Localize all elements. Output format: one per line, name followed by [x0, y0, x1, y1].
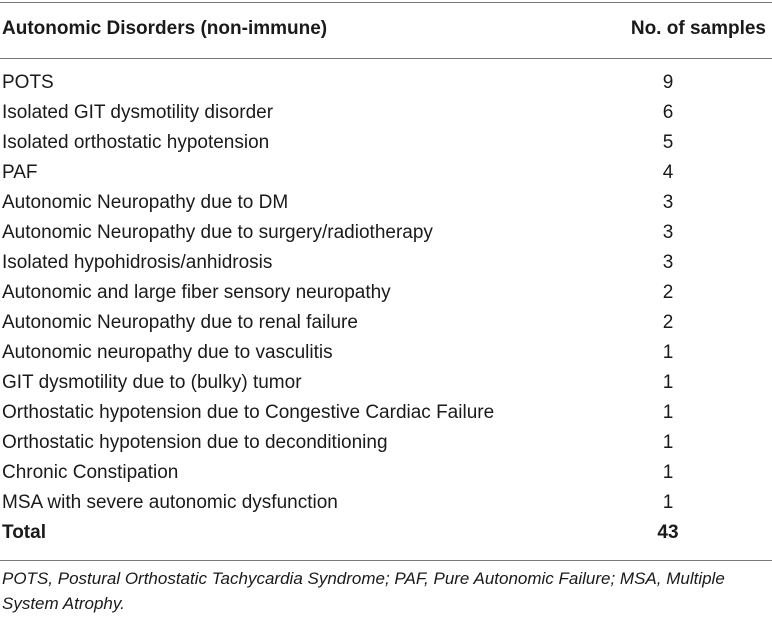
table-row: [0, 428, 772, 458]
row-samples: 1: [662, 432, 674, 453]
row-samples: 5: [662, 132, 674, 153]
table-row: [0, 278, 772, 308]
table-row: [0, 128, 772, 158]
row-samples: 4: [662, 162, 674, 183]
table-row: [0, 458, 772, 488]
row-disorder: Autonomic Neuropathy due to DM: [2, 192, 289, 213]
row-disorder: Autonomic neuropathy due to vasculitis: [2, 342, 333, 363]
table-row: [0, 398, 772, 428]
row-disorder: Chronic Constipation: [2, 462, 179, 483]
bottom-rule: [0, 560, 772, 561]
table-row: [0, 248, 772, 278]
row-disorder: Autonomic Neuropathy due to surgery/radiotherapy: [2, 222, 433, 243]
top-rule: [0, 2, 772, 3]
row-samples: 1: [662, 462, 674, 483]
total-label: Total: [2, 522, 46, 543]
row-disorder: Orthostatic hypotension due to Congestive Cardiac Failure: [2, 402, 495, 423]
total-row: [0, 518, 772, 548]
table-row: [0, 68, 772, 98]
header-samples: No. of samples: [630, 18, 766, 39]
row-samples: 1: [662, 342, 674, 363]
row-samples: 2: [662, 282, 674, 303]
table-row: [0, 308, 772, 338]
row-samples: 1: [662, 402, 674, 423]
row-disorder: Autonomic and large fiber sensory neuropathy: [2, 282, 391, 303]
row-disorder: PAF: [2, 162, 38, 183]
row-disorder: GIT dysmotility due to (bulky) tumor: [2, 372, 302, 393]
row-samples: 2: [662, 312, 674, 333]
row-samples: 1: [662, 372, 674, 393]
table-row: [0, 218, 772, 248]
row-samples: 6: [662, 102, 674, 123]
row-samples: 3: [662, 222, 674, 243]
table-row: [0, 338, 772, 368]
row-samples: 1: [662, 492, 674, 513]
row-disorder: Orthostatic hypotension due to deconditioning: [2, 432, 388, 453]
table-header-row: [0, 14, 772, 44]
header-disorder: Autonomic Disorders (non-immune): [2, 18, 328, 39]
table-row: [0, 368, 772, 398]
row-samples: 9: [662, 72, 674, 93]
row-disorder: POTS: [2, 72, 54, 93]
row-disorder: Isolated orthostatic hypotension: [2, 132, 270, 153]
row-disorder: Isolated GIT dysmotility disorder: [2, 102, 274, 123]
table-footnote: POTS, Postural Orthostatic Tachycardia Syndrome; PAF, Pure Autonomic Failure; MSA, Multiple System Atrophy.: [2, 569, 725, 613]
row-samples: 3: [662, 252, 674, 273]
table-row: [0, 488, 772, 518]
row-disorder: MSA with severe autonomic dysfunction: [2, 492, 338, 513]
header-rule: [0, 58, 772, 59]
table-body: [0, 68, 772, 548]
table-row: [0, 158, 772, 188]
table-row: [0, 188, 772, 218]
row-disorder: Autonomic Neuropathy due to renal failure: [2, 312, 358, 333]
row-samples: 3: [662, 192, 674, 213]
table-row: [0, 98, 772, 128]
total-samples: 43: [657, 522, 679, 543]
row-disorder: Isolated hypohidrosis/anhidrosis: [2, 252, 273, 273]
